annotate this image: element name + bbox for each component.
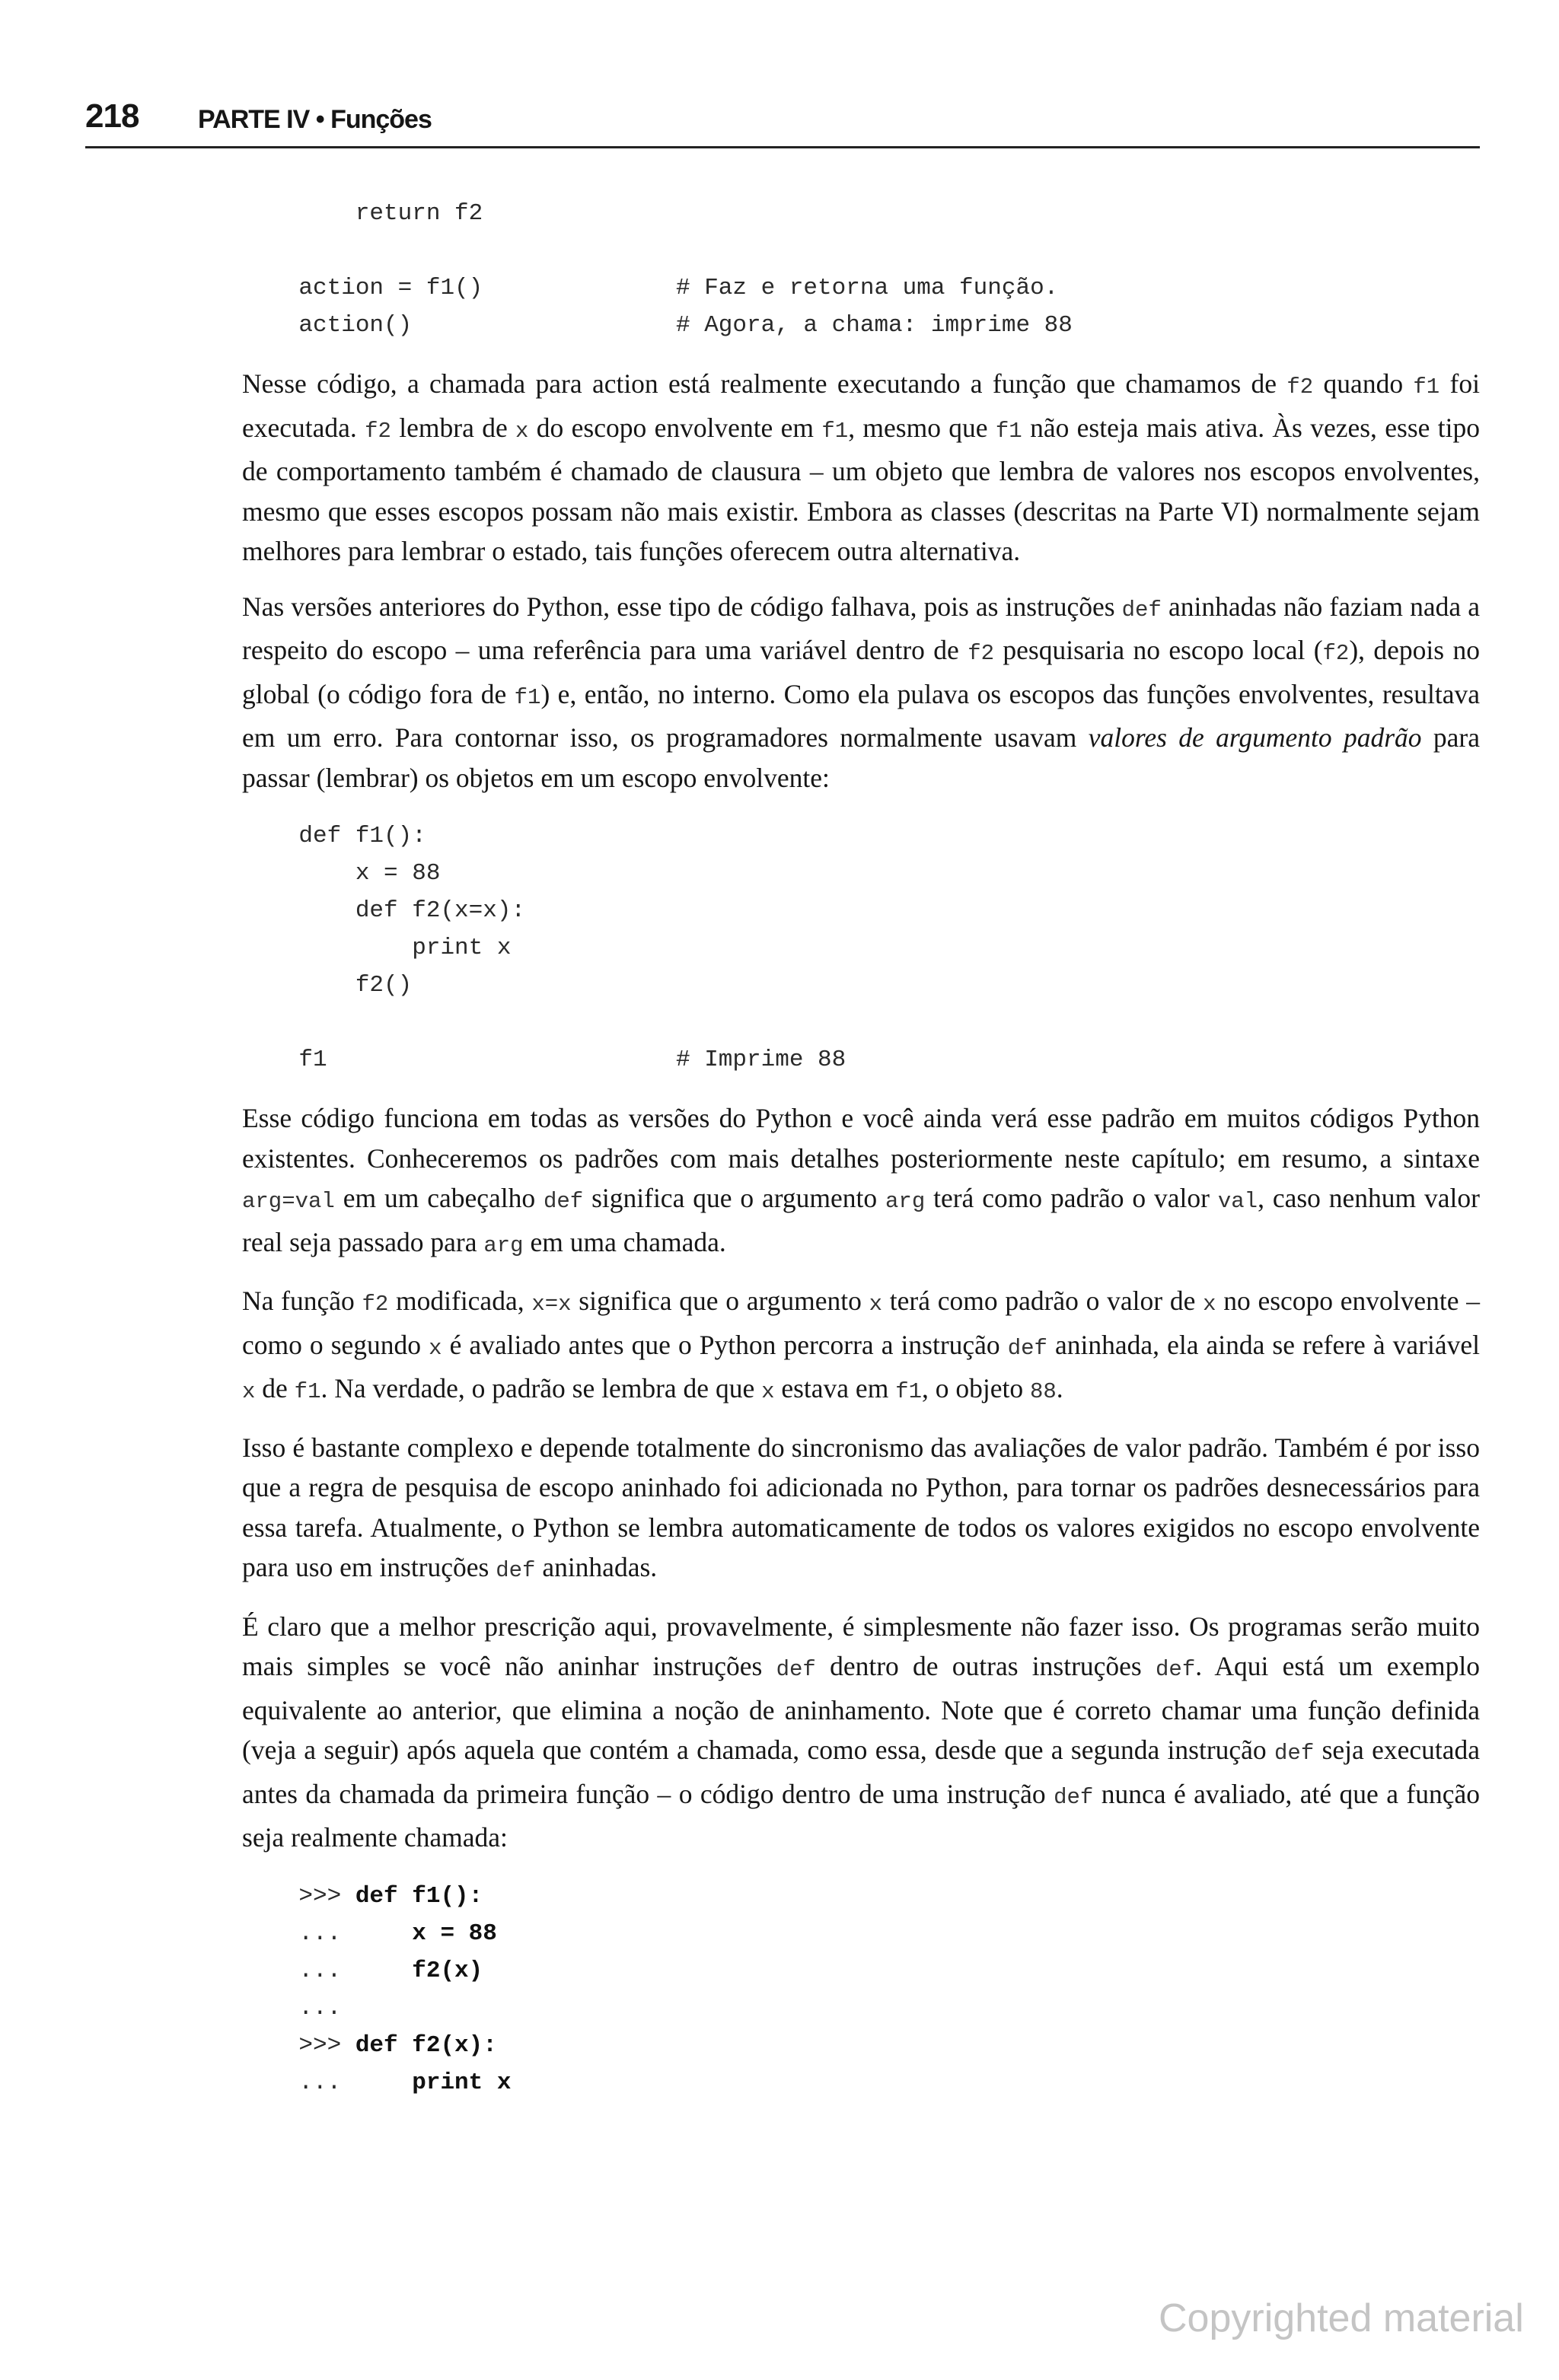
code-line xyxy=(242,1041,1480,1078)
code-line xyxy=(242,817,1480,855)
prompt: ... xyxy=(242,1957,413,1984)
code-comment: # Faz e retorna uma função. xyxy=(676,275,1059,301)
inline-code: def xyxy=(543,1189,584,1214)
text-run: para passar (lembrar) os objetos em um escopo envolvente: xyxy=(242,722,1480,793)
text-run: , caso nenhum valor real seja passado para xyxy=(242,1183,1480,1257)
text-run: É claro que a melhor prescrição aqui, provavelmente, é simplesmente não fazer isso. Os programas serão muito mais simples se você não aninhar instruções xyxy=(242,1611,1480,1681)
paragraph xyxy=(242,587,1480,798)
inline-code: f2 xyxy=(1322,641,1350,666)
code-text: f2(x) xyxy=(412,1957,483,1984)
page-header xyxy=(85,97,1480,148)
inline-code: arg xyxy=(483,1232,524,1258)
code-text: def f1(): xyxy=(355,1882,483,1910)
paragraph xyxy=(242,1607,1480,1858)
inline-code: f1 xyxy=(514,684,541,710)
paragraph xyxy=(242,1098,1480,1266)
inline-code: def xyxy=(1007,1335,1047,1361)
text-run: do escopo envolvente em xyxy=(528,412,822,443)
inline-code: f2 xyxy=(365,418,391,444)
prompt: >>> xyxy=(242,2031,355,2059)
code-text: print x xyxy=(412,2069,512,2096)
text-run: . Aqui está um exemplo equivalente ao anterior, que elimina a noção de aninhamento. Note que é correto chamar uma função definida (veja a seguir) após aquela que contém a chamada, como essa, desde que a segunda instrução xyxy=(242,1651,1480,1765)
code-line xyxy=(242,195,1480,232)
prompt: ... xyxy=(242,2069,413,2096)
inline-code: x xyxy=(242,1379,256,1404)
code-text: f1 xyxy=(242,1047,327,1073)
inline-code: f2 xyxy=(362,1292,389,1317)
code-line xyxy=(242,1004,1480,1041)
inline-code: def xyxy=(1156,1657,1196,1682)
inline-code: arg=val xyxy=(242,1189,335,1214)
text-run: significa que o argumento xyxy=(583,1183,886,1213)
code-line xyxy=(242,1990,1480,2027)
code-line xyxy=(242,232,1480,269)
text-run: seja executada antes da chamada da primeira função – o código dentro de uma instrução xyxy=(242,1735,1480,1809)
text-run: pesquisaria no escopo local ( xyxy=(994,635,1323,665)
page-number: 218 xyxy=(85,97,139,135)
inline-code: val xyxy=(1217,1189,1258,1214)
code-comment: # Imprime 88 xyxy=(676,1047,846,1073)
paragraph xyxy=(242,364,1480,572)
code-line xyxy=(242,1915,1480,1952)
text-run: . xyxy=(1056,1373,1063,1403)
text-run: lembra de xyxy=(391,412,516,443)
text-run: em uma chamada. xyxy=(523,1226,726,1257)
inline-code: f1 xyxy=(1413,374,1440,400)
paragraph xyxy=(242,1428,1480,1591)
text-run: terá como padrão o valor de xyxy=(882,1286,1204,1316)
code-text: def f1(): xyxy=(242,823,426,849)
text-run: Isso é bastante complexo e depende totalmente do sincronismo das avaliações de valor padrão. Também é por isso que a regra de pesquisa de escopo aninhado foi adicionada no Python, para tornar os padrões desnecessários para essa tarefa. Atualmente, o Python se lembra automaticamente de todos os valores exigidos no escopo envolvente para uso em instruções xyxy=(242,1432,1480,1582)
inline-code: x=x xyxy=(531,1292,572,1317)
text-run: aninhadas não faziam nada a respeito do escopo – uma referência para uma variável dentro de xyxy=(242,591,1480,665)
text-run: , o objeto xyxy=(922,1373,1030,1403)
text-run: aninhadas. xyxy=(535,1552,658,1582)
running-head: PARTE IV • Funções xyxy=(198,105,432,134)
text-run: terá como padrão o valor xyxy=(925,1183,1218,1213)
inline-code: f1 xyxy=(895,1379,922,1404)
code-text: def f2(x=x): xyxy=(242,897,526,924)
text-run: Esse código funciona em todas as versões do Python e você ainda verá esse padrão em muitos códigos Python existentes. Conheceremos os padrões com mais detalhes posteriormente neste capítulo; em resumo, a sintaxe xyxy=(242,1103,1480,1174)
text-run: significa que o argumento xyxy=(571,1286,869,1316)
inline-code: 88 xyxy=(1029,1379,1057,1404)
text-run: é avaliado antes que o Python percorra a instrução xyxy=(442,1329,1008,1360)
inline-code: def xyxy=(776,1657,816,1682)
code-line xyxy=(242,307,1480,344)
inline-code: def xyxy=(1274,1741,1315,1766)
inline-code: x xyxy=(869,1292,883,1317)
inline-code: x xyxy=(429,1335,442,1361)
text-run: de xyxy=(255,1373,295,1403)
prompt: >>> xyxy=(242,1882,355,1910)
text-run: ), depois no global (o código fora de xyxy=(242,635,1481,709)
page-body xyxy=(242,195,1480,2101)
text-run: Na função xyxy=(242,1286,362,1316)
text-run: modificada, xyxy=(388,1286,532,1316)
inline-code: def xyxy=(496,1558,536,1583)
code-line xyxy=(242,855,1480,892)
code-block xyxy=(242,195,1480,344)
code-text: x = 88 xyxy=(242,860,441,887)
code-line xyxy=(242,967,1480,1004)
text-run: Nesse código, a chamada para action está realmente executando a função que chamamos de xyxy=(242,368,1287,399)
code-line xyxy=(242,2064,1480,2101)
inline-code: f2 xyxy=(1286,374,1314,400)
code-text: action = f1() xyxy=(242,275,483,301)
code-line xyxy=(242,1878,1480,1915)
code-line xyxy=(242,1952,1480,1990)
inline-code: f1 xyxy=(821,418,849,444)
inline-code: x xyxy=(1203,1292,1216,1317)
prompt: ... xyxy=(242,1920,413,1947)
inline-code: arg xyxy=(885,1189,926,1214)
inline-code: f2 xyxy=(968,641,994,666)
text-run: quando xyxy=(1313,368,1414,399)
inline-code: def xyxy=(1121,597,1162,623)
code-text: f2() xyxy=(242,972,413,999)
interactive-session xyxy=(242,1878,1480,2101)
prompt: ... xyxy=(242,1994,342,2022)
text-run: estava em xyxy=(774,1373,896,1403)
code-text: action() xyxy=(242,312,413,339)
text-run: em um cabeçalho xyxy=(334,1183,544,1213)
text-run: não esteja mais ativa. Às vezes, esse tipo de comportamento também é chamado de clausura – um objeto que lembra de valores nos escopos envolventes, mesmo que esses escopos possam não mais existir. Embora as classes (descritas na Parte VI) normalmente sejam melhores para lembrar o estado, tais funções oferecem outra alternativa. xyxy=(242,412,1480,566)
text-run: aninhada, ela ainda se refere à variável xyxy=(1047,1329,1480,1360)
code-line xyxy=(242,929,1480,967)
text-run: nunca é avaliado, até que a função seja realmente chamada: xyxy=(242,1778,1480,1853)
text-run: ) e, então, no interno. Como ela pulava os escopos das funções envolventes, resultava em um erro. Para contornar isso, os programadores normalmente usavam xyxy=(242,678,1480,753)
text-run: dentro de outras instruções xyxy=(815,1651,1156,1681)
inline-code: def xyxy=(1054,1784,1094,1810)
text-run: foi executada. xyxy=(242,368,1480,443)
code-comment: # Agora, a chama: imprime 88 xyxy=(676,312,1073,339)
code-text: def f2(x): xyxy=(355,2031,497,2059)
paragraph xyxy=(242,1281,1480,1413)
code-text: print x xyxy=(242,935,512,961)
code-line xyxy=(242,2027,1480,2064)
inline-code: x xyxy=(515,418,529,444)
code-line xyxy=(242,269,1480,307)
inline-code: x xyxy=(761,1379,775,1404)
inline-code: f1 xyxy=(294,1379,321,1404)
inline-code: f1 xyxy=(995,418,1022,444)
copyright-watermark: Copyrighted material xyxy=(1159,2296,1524,2340)
text-run: Nas versões anteriores do Python, esse tipo de código falhava, pois as instruções xyxy=(242,591,1122,622)
text-run: . Na verdade, o padrão se lembra de que xyxy=(320,1373,762,1403)
code-block xyxy=(242,817,1480,1078)
code-line xyxy=(242,892,1480,929)
code-text: x = 88 xyxy=(412,1920,497,1947)
code-text: return f2 xyxy=(242,200,483,227)
emphasis: valores de argumento padrão xyxy=(1088,722,1422,753)
text-run: no escopo envolvente – como o segundo xyxy=(242,1286,1480,1360)
text-run: , mesmo que xyxy=(848,412,996,443)
